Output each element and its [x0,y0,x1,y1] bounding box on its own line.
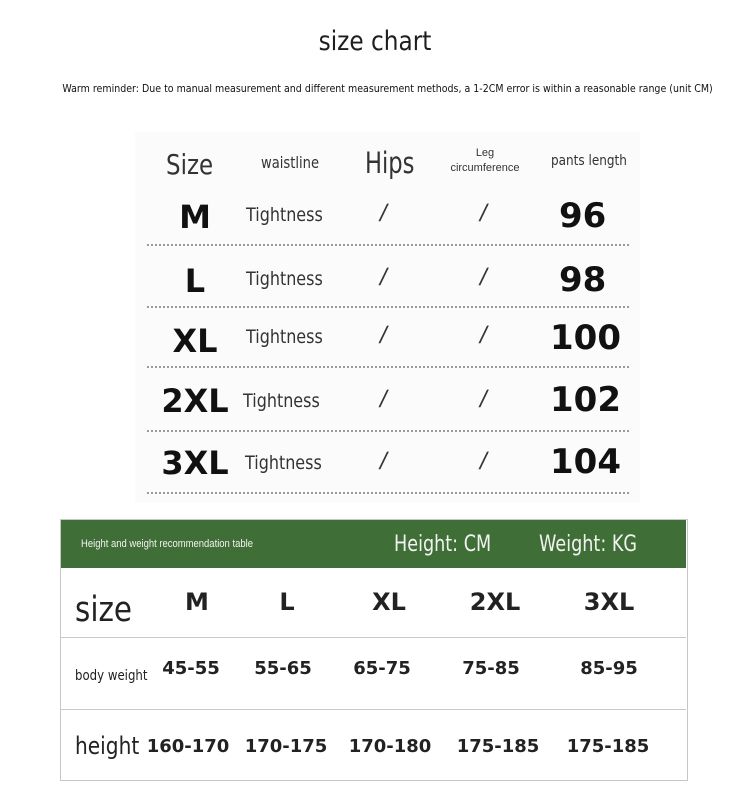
rec-row-height [61,710,686,780]
divider-dotted [147,366,629,368]
row-waistline: Tightness [246,326,323,348]
rec-height: 175-185 [566,736,650,757]
row-hips: / [377,264,390,291]
row-leg: / [477,200,490,227]
rec-row-weight [61,638,686,710]
rec-size: M [185,588,209,616]
weight-label: body weight [75,668,148,684]
row-leg: / [477,322,490,349]
row-size: L [184,262,206,300]
row-pants-length: 98 [559,260,607,300]
size-row-xl [135,318,640,378]
row-leg: / [477,264,490,291]
row-size: M [179,198,211,236]
row-leg: / [477,386,490,413]
divider-dotted [147,430,629,432]
height-label: height [75,732,140,760]
row-size: 3XL [161,444,229,482]
rec-weight: 55-65 [254,658,312,679]
row-size: XL [172,322,218,360]
size-label: size [75,590,133,630]
row-waistline: Tightness [243,390,320,412]
header-pants-length: pants length [551,153,627,169]
header-leg-circumference [447,146,523,176]
rec-height: 160-170 [146,736,230,757]
page-title: size chart [318,26,432,57]
header-waistline: waistline [261,153,320,172]
rec-height: 170-180 [348,736,432,757]
row-pants-length: 100 [550,318,621,358]
divider-dotted [147,306,629,308]
rec-row-size [61,568,686,638]
row-pants-length: 102 [550,380,621,420]
rec-weight: 65-75 [353,658,411,679]
rec-size: 2XL [469,588,521,616]
row-waistline: Tightness [245,452,322,474]
height-unit: Height: CM [394,532,492,557]
rec-weight: 45-55 [162,658,220,679]
weight-unit: Weight: KG [539,532,638,557]
rec-size: 3XL [583,588,635,616]
header-leg-line1: Leg [475,147,495,159]
size-row-l [135,258,640,318]
divider-dotted [147,244,629,246]
recommendation-subtitle: Height and weight recommendation table [81,538,253,550]
row-size: 2XL [161,382,229,420]
size-chart [135,132,640,502]
row-pants-length: 96 [559,196,607,236]
rec-size: XL [372,588,406,616]
row-hips: / [377,322,390,349]
header-size: Size [166,148,214,181]
rec-height: 175-185 [456,736,540,757]
row-hips: / [377,200,390,227]
rec-weight: 85-95 [580,658,638,679]
row-waistline: Tightness [246,268,323,290]
row-pants-length: 104 [550,442,621,482]
row-hips: / [377,386,390,413]
recommendation-table [60,519,688,781]
divider-dotted [147,492,629,494]
row-waistline: Tightness [246,204,323,226]
header-hips: Hips [365,146,415,180]
warm-reminder: Warm reminder: Due to manual measurement and different measurement methods, a 1-2CM error is within a reasonable range (unit CM) [62,82,713,95]
rec-weight: 75-85 [462,658,520,679]
rec-size: L [279,588,295,616]
row-leg: / [477,448,490,475]
recommendation-header [61,520,686,568]
header-leg-line2: circumference [450,162,520,174]
row-hips: / [377,448,390,475]
rec-height: 170-175 [244,736,328,757]
